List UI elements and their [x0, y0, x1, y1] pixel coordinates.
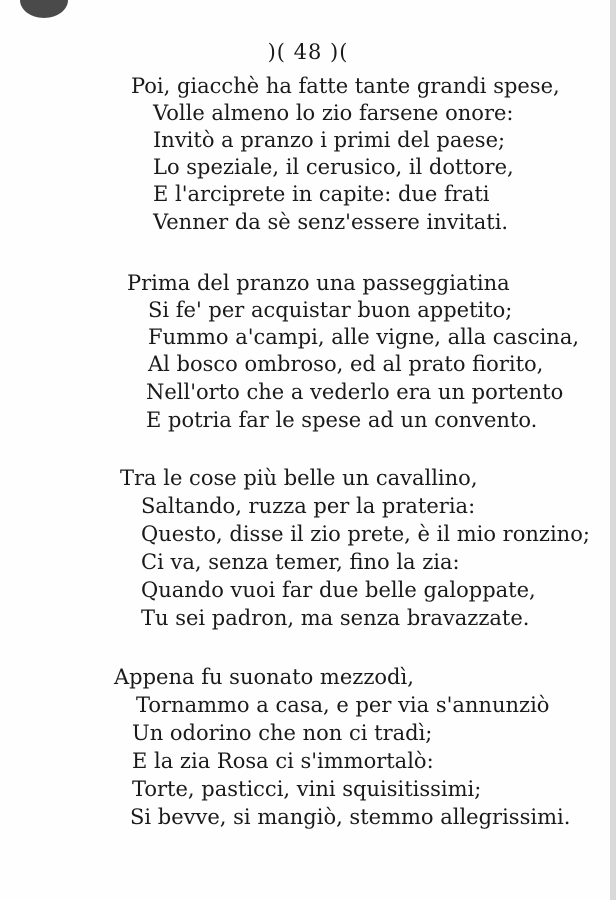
ink-smudge: [20, 0, 68, 18]
verse-line: Invitò a pranzo i primi del paese;: [153, 128, 506, 152]
verse-line: E potria far le spese ad un convento.: [146, 408, 538, 432]
verse-line: Prima del pranzo una passeggiatina: [127, 271, 510, 295]
page-number: )( 48 )(: [267, 40, 349, 64]
verse-line: Lo speziale, il cerusico, il dottore,: [153, 155, 514, 179]
verse-line: Poi, giacchè ha fatte tante grandi spese,: [131, 74, 560, 98]
verse-line: Questo, disse il zio prete, è il mio ronzino;: [141, 522, 590, 546]
verse-line: Al bosco ombroso, ed al prato fiorito,: [148, 352, 544, 376]
verse-line: Saltando, ruzza per la prateria:: [141, 494, 476, 518]
verse-line: Quando vuoi far due belle galoppate,: [141, 578, 536, 602]
verse-line: Si bevve, si mangiò, stemmo allegrissimi.: [130, 805, 571, 829]
verse-line: Tornammo a casa, e per via s'annunziò: [136, 693, 550, 717]
verse-line: Torte, pasticci, vini squisitissimi;: [132, 777, 482, 801]
verse-line: Si fe' per acquistar buon appetito;: [148, 298, 513, 322]
verse-line: Ci va, senza temer, fino la zia:: [141, 550, 460, 574]
verse-line: Venner da sè senz'essere invitati.: [153, 210, 509, 234]
verse-line: Volle almeno lo zio farsene onore:: [153, 101, 514, 125]
verse-line: Un odorino che non ci tradì;: [132, 721, 433, 745]
verse-line: Fummo a'campi, alle vigne, alla cascina,: [148, 325, 580, 349]
verse-line: E l'arciprete in capite: due frati: [153, 182, 490, 206]
verse-line: Tra le cose più belle un cavallino,: [120, 466, 478, 490]
verse-line: Nell'orto che a vederlo era un portento: [146, 380, 564, 404]
verse-line: Appena fu suonato mezzodì,: [114, 665, 414, 689]
verse-line: E la zia Rosa ci s'immortalò:: [132, 749, 434, 773]
verse-line: Tu sei padron, ma senza bravazzate.: [141, 606, 530, 630]
page-edge: [610, 0, 616, 900]
